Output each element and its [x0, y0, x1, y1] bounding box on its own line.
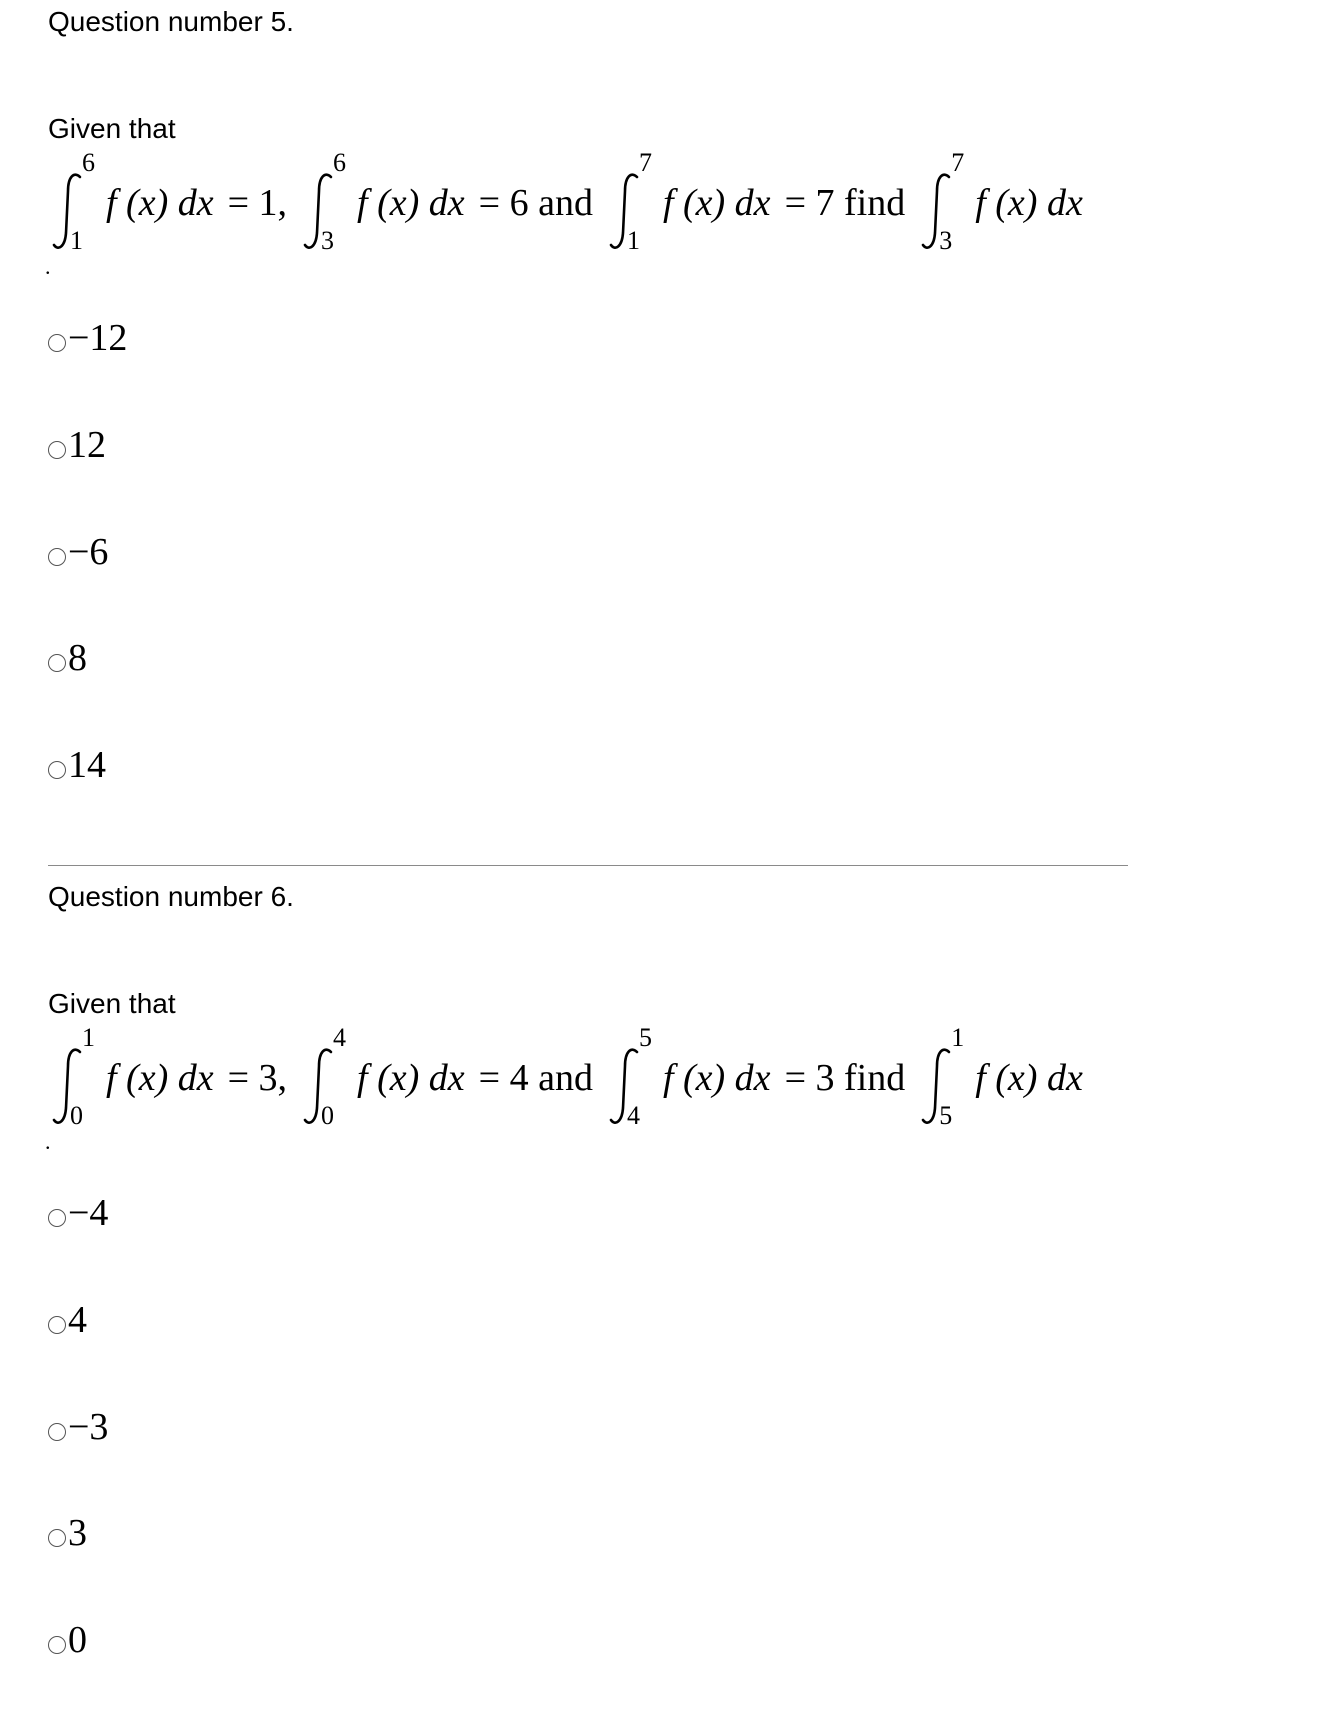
lower-limit: 3: [939, 226, 953, 255]
lower-limit: 3: [321, 226, 335, 255]
option-label: 8: [68, 637, 87, 679]
lower-limit: 4: [626, 1101, 640, 1130]
formula-connector: = 6 and: [478, 182, 593, 224]
definite-integral: [299, 148, 353, 255]
answer-option[interactable]: [48, 1188, 108, 1238]
option-label: 4: [68, 1299, 87, 1341]
formula-connector: = 4 and: [478, 1057, 593, 1099]
option-label: 3: [68, 1512, 87, 1554]
definite-integral: [605, 148, 659, 255]
upper-limit: 5: [638, 1023, 652, 1052]
option-label: 12: [68, 424, 106, 466]
answer-option[interactable]: [48, 1402, 108, 1452]
definite-integral: [917, 1023, 971, 1130]
integrand: f (x) dx: [357, 1057, 465, 1099]
integrand: f (x) dx: [975, 1057, 1083, 1099]
integrand: f (x) dx: [106, 1057, 214, 1099]
definite-integral: [605, 1023, 659, 1130]
formula-row: [48, 1018, 1097, 1138]
answer-option[interactable]: [48, 633, 87, 683]
lower-limit: 0: [321, 1101, 335, 1130]
definite-integral: [48, 148, 102, 255]
upper-limit: 7: [951, 148, 965, 177]
option-label: −4: [68, 1192, 109, 1234]
formula-connector: = 1,: [227, 182, 288, 224]
lower-limit: 1: [626, 226, 640, 255]
question-heading: Question number 5.: [48, 6, 294, 37]
question-intro: Given that: [48, 988, 176, 1019]
radio-button[interactable]: [48, 1529, 66, 1547]
integrand: f (x) dx: [975, 182, 1083, 224]
upper-limit: 6: [82, 148, 95, 177]
option-label: −12: [68, 317, 128, 359]
question-heading: Question number 6.: [48, 881, 294, 912]
radio-button[interactable]: [48, 1209, 66, 1227]
question-period: .: [45, 1129, 51, 1154]
radio-button[interactable]: [48, 441, 66, 459]
lower-limit: 1: [70, 226, 83, 255]
integrand: f (x) dx: [662, 1057, 771, 1099]
upper-limit: 6: [333, 148, 347, 177]
radio-button[interactable]: [48, 334, 66, 352]
definite-integral: [917, 148, 971, 255]
radio-button[interactable]: [48, 1636, 66, 1654]
definite-integral: [48, 1023, 102, 1130]
answer-option[interactable]: [48, 1615, 87, 1665]
radio-button[interactable]: [48, 761, 66, 779]
formula-row: [48, 143, 1097, 263]
upper-limit: 1: [951, 1023, 965, 1052]
answer-option[interactable]: [48, 1295, 87, 1345]
question-period: .: [45, 254, 51, 279]
answer-option[interactable]: [48, 313, 127, 363]
upper-limit: 4: [333, 1023, 347, 1052]
option-label: 14: [68, 744, 106, 786]
answer-option[interactable]: [48, 1508, 87, 1558]
question-divider: [48, 865, 1128, 866]
radio-button[interactable]: [48, 654, 66, 672]
question-intro: Given that: [48, 113, 176, 144]
upper-limit: 1: [82, 1023, 95, 1052]
radio-button[interactable]: [48, 548, 66, 566]
formula-connector: = 7 find: [784, 182, 906, 224]
option-label: −3: [68, 1406, 109, 1448]
radio-button[interactable]: [48, 1316, 66, 1334]
option-label: 0: [68, 1619, 87, 1661]
integrand: f (x) dx: [357, 182, 465, 224]
answer-option[interactable]: [48, 740, 106, 790]
formula-connector: = 3,: [227, 1057, 288, 1099]
radio-button[interactable]: [48, 1423, 66, 1441]
answer-option[interactable]: [48, 527, 108, 577]
integrand: f (x) dx: [106, 182, 214, 224]
lower-limit: 0: [70, 1101, 83, 1130]
formula-connector: = 3 find: [784, 1057, 906, 1099]
lower-limit: 5: [939, 1101, 953, 1130]
definite-integral: [299, 1023, 353, 1130]
upper-limit: 7: [638, 148, 652, 177]
option-label: −6: [68, 531, 109, 573]
question-formula: [48, 1018, 1320, 1138]
answer-option[interactable]: [48, 420, 106, 470]
question-formula: [48, 143, 1320, 263]
integrand: f (x) dx: [662, 182, 771, 224]
